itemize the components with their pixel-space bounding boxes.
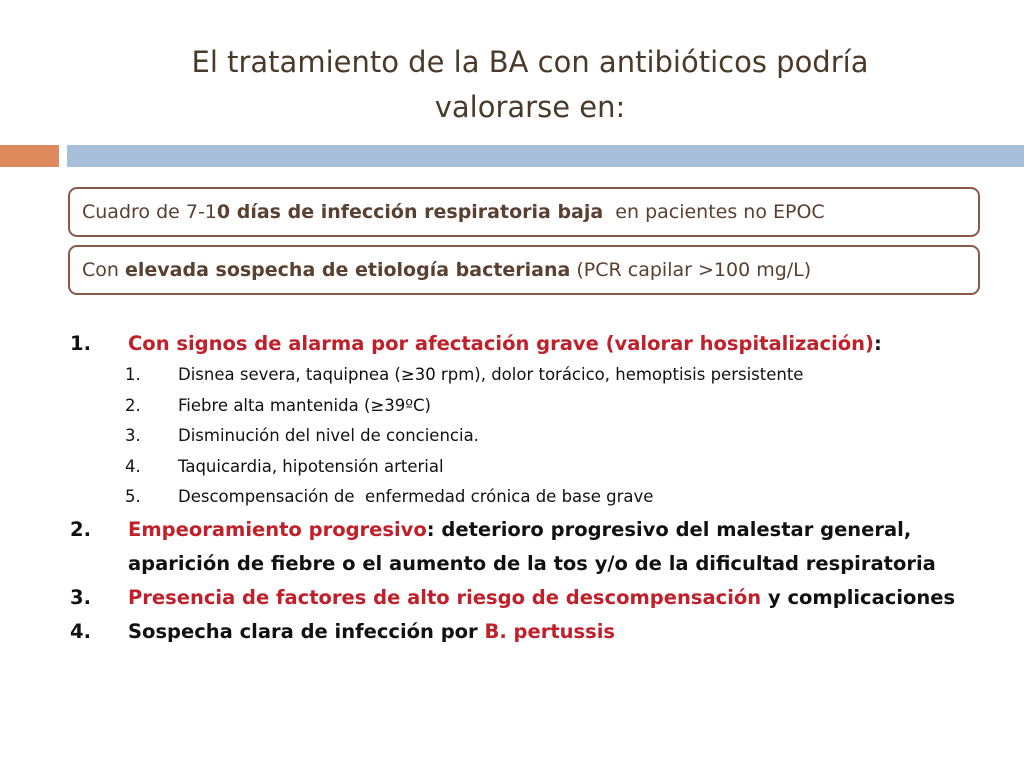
sublist-item <box>70 360 1000 391</box>
list-item-risk-factors <box>70 581 1000 615</box>
sublist-number: 1. <box>125 365 141 384</box>
list-number: 2. <box>70 517 91 541</box>
list-item-pre: Sospecha clara de infección por <box>128 619 485 643</box>
box-text-bold: elevada sospecha de etiología bacteriana <box>124 259 571 281</box>
sublist-item <box>70 452 1000 483</box>
sublist-text: Disminución del nivel de conciencia. <box>178 426 479 445</box>
list-item-highlight: Empeoramiento progresivo <box>128 517 427 541</box>
sublist-number: 5. <box>125 487 141 506</box>
sublist-number: 3. <box>125 426 141 445</box>
sublist-item <box>70 421 1000 452</box>
list-item-rest: : <box>873 332 882 355</box>
list-number: 1. <box>70 332 91 355</box>
sublist-text: Disnea severa, taquipnea (≥30 rpm), dolor torácico, hemoptisis persistente <box>178 365 804 384</box>
sublist-text: Descompensación de enfermedad crónica de base grave <box>178 487 654 506</box>
list-item-highlight: B. pertussis <box>484 619 616 643</box>
title-line-2: valorarse en: <box>434 90 626 124</box>
title-line-1: El tratamiento de la BA con antibióticos podría <box>191 45 869 79</box>
box-text-pre: Con <box>82 259 125 281</box>
slide-title <box>100 40 960 130</box>
list-item-rest: y complicaciones <box>761 585 956 609</box>
list-item-worsening <box>70 513 1000 581</box>
criterion-box-bacterial <box>68 245 980 295</box>
box-text-post: (PCR capilar >100 mg/L) <box>570 259 812 281</box>
box-text-bold: 0 días de infección respiratoria baja <box>216 201 604 223</box>
sublist-text: Fiebre alta mantenida (≥39ºC) <box>178 395 431 415</box>
list-item-pertussis <box>70 615 1000 648</box>
box-text-post: en pacientes no EPOC <box>603 201 825 223</box>
list-number: 4. <box>70 619 91 643</box>
sublist-text: Taquicardia, hipotensión arterial <box>178 456 444 476</box>
list-item-rest: : deterioro progresivo del malestar general, aparición de fiebre o el aumento de la tos y/o de la dificultad respiratoria <box>128 517 936 575</box>
sublist-item <box>70 482 1000 513</box>
criteria-list <box>70 327 1000 648</box>
criterion-box-duration <box>68 187 980 237</box>
sublist-item <box>70 391 1000 422</box>
list-item-highlight: Con signos de alarma por afectación grave (valorar hospitalización) <box>128 332 874 355</box>
list-item-highlight: Presencia de factores de alto riesgo de descompensación <box>128 585 762 609</box>
sublist-number: 4. <box>125 456 141 476</box>
list-number: 3. <box>70 585 91 609</box>
box-text-pre: Cuadro de 7-1 <box>82 201 217 223</box>
sublist-number: 2. <box>125 395 141 415</box>
accent-bar-orange <box>0 145 59 167</box>
list-item-alarm-signs <box>70 327 1000 360</box>
accent-bar-blue <box>67 145 1024 167</box>
